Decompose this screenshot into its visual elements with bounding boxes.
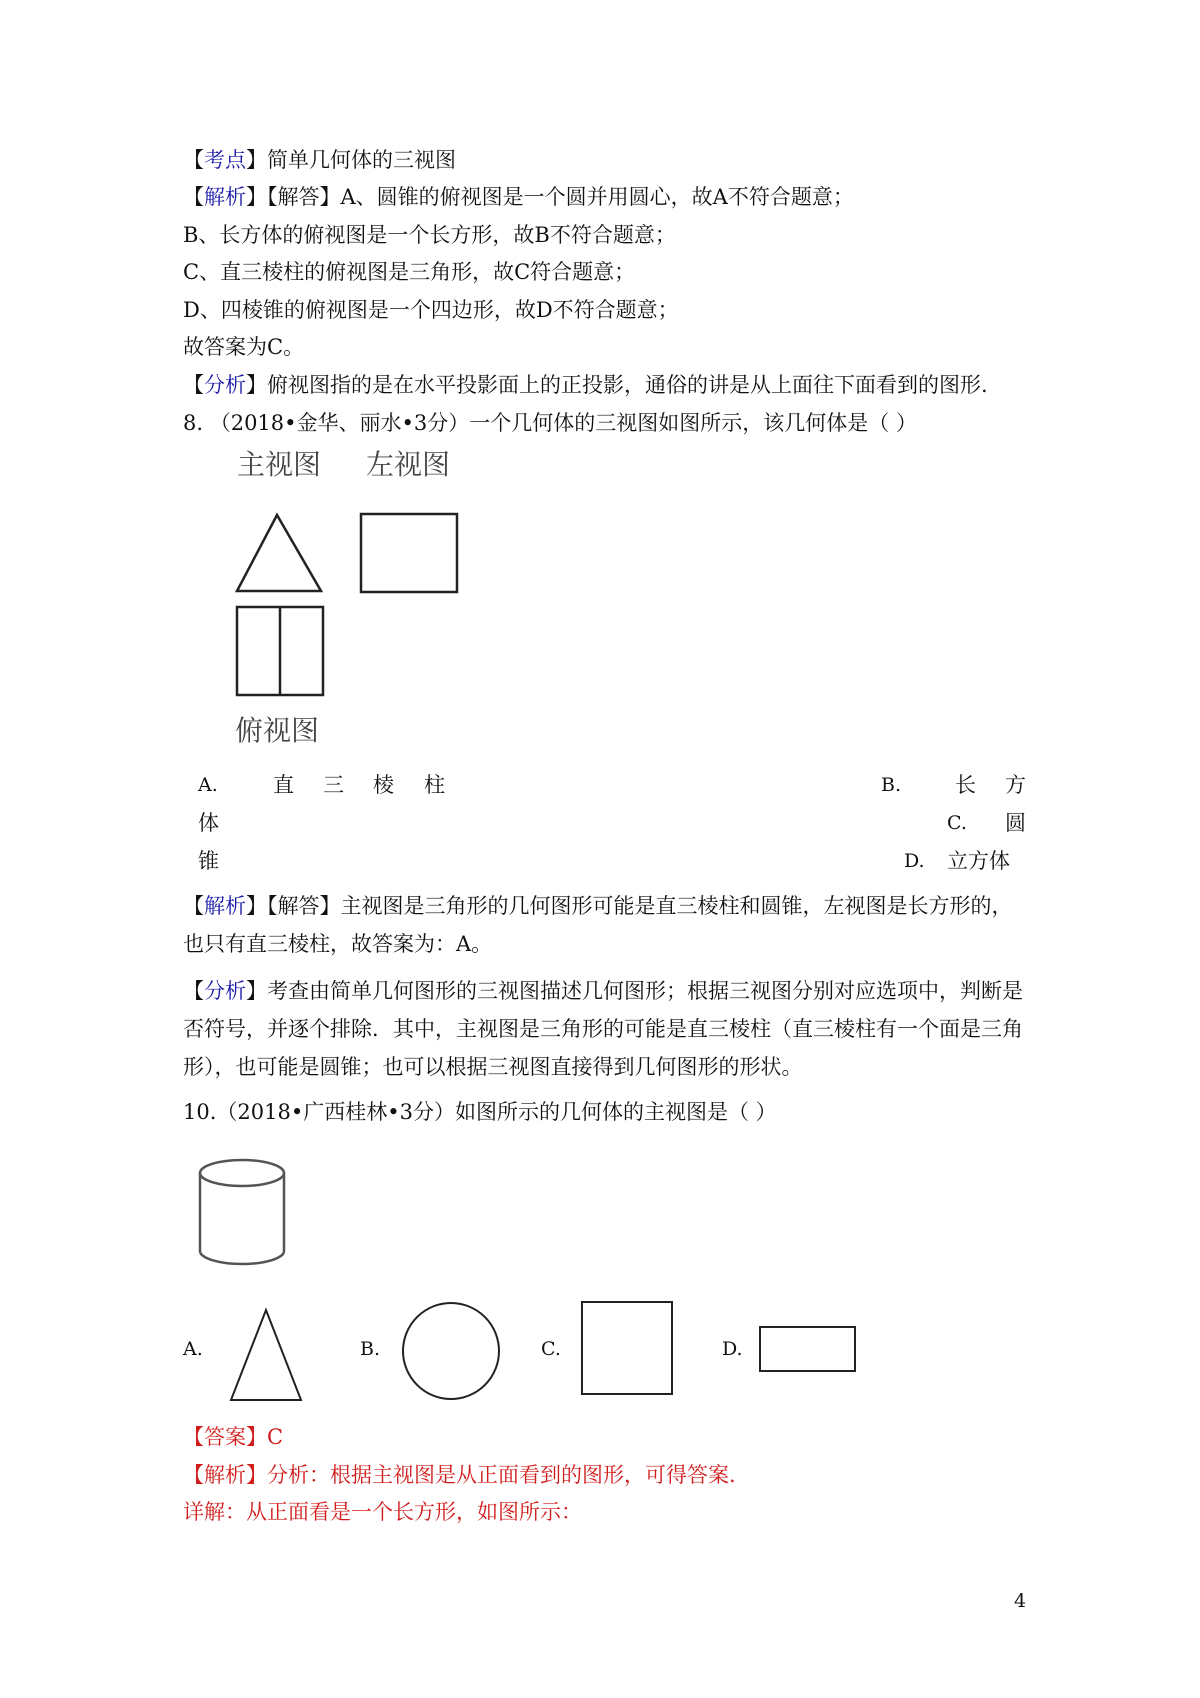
page-number: 4 [1014,1590,1027,1612]
kaodian-text: 简单几何体的三视图 [267,148,456,172]
q8-option-b-char-3: 体 [198,811,219,835]
q8-option-b-char-2: 方 [1005,773,1026,797]
q8-jiexi-line-1: 【解析】【解答】主视图是三角形的几何图形可能是直三棱柱和圆锥，左视图是长方形的， [183,894,1013,918]
q8-fenxi-text-1: 考查由简单几何图形的三视图描述几何图形；根据三视图分别对应选项中，判断是 [267,979,1023,1003]
q8-option-c-char-2: 锥 [198,849,219,873]
q8-jiexi-tag: 解析 [204,894,246,918]
q10-jiexi-tag: 解析 [204,1463,246,1487]
q8-fenxi-tag: 分析 [204,979,246,1003]
q8-option-a-char-4: 柱 [424,773,445,797]
q10-stem: 10.（2018•广西桂林•3分）如图所示的几何体的主视图是（ ） [183,1100,777,1124]
q10-option-a-triangle [226,1305,336,1405]
q8-jiexi-line-2: 也只有直三棱柱，故答案为：A。 [183,932,493,956]
cylinder-bottom-arc [200,1251,284,1264]
jiexi-line-4: D、四棱锥的俯视图是一个四边形，故D不符合题意； [183,298,679,322]
cylinder-top-ellipse [200,1160,284,1186]
fenxi-line: 【分析】俯视图指的是在水平投影面上的正投影，通俗的讲是从上面往下面看到的图形. [183,373,988,397]
q10-option-c-square [580,1300,676,1398]
q8-fenxi-line-1: 【分析】考查由简单几何图形的三视图描述几何图形；根据三视图分别对应选项中，判断是 [183,979,1023,1003]
q8-jieda-tag: 解答 [277,894,320,918]
q8-option-a-char-1: 直 [273,773,294,797]
q8-fenxi-line-3: 形），也可能是圆锥；也可以根据三视图直接得到几何图形的形状。 [183,1055,803,1079]
q8-option-a-char-3: 棱 [373,773,394,797]
jiexi-line-3: C、直三棱柱的俯视图是三角形，故C符合题意； [183,260,636,284]
front-view-triangle [237,515,321,591]
q8-jiexi-text-1: 主视图是三角形的几何图形可能是直三棱柱和圆锥，左视图是长方形的， [340,894,1013,918]
q10-detail-line: 详解：从正面看是一个长方形，如图所示： [183,1500,582,1524]
q8-option-a-letter: A. [198,774,218,796]
q8-three-views-figure [215,440,475,760]
q10-jiexi-text: 分析：根据主视图是从正面看到的图形，可得答案. [267,1463,736,1487]
fenxi-tag: 分析 [204,373,246,397]
q10-jiexi-line: 【解析】分析：根据主视图是从正面看到的图形，可得答案. [183,1463,736,1487]
q10-answer-tag: 答案 [204,1425,246,1449]
q8-option-b-char-1: 长 [955,773,976,797]
q10-answer-value: C [267,1425,284,1449]
q10-option-b-letter: B. [360,1338,381,1360]
front-view-label: 主视图 [237,448,322,481]
jiexi-line-1: 【解析】【解答】A、圆锥的俯视图是一个圆并用圆心，故A不符合题意； [183,185,854,209]
jiexi-line-2: B、长方体的俯视图是一个长方形，故B不符合题意； [183,223,676,247]
left-view-label: 左视图 [366,448,451,481]
q10-option-b-circle [400,1300,502,1402]
fenxi-text: 俯视图指的是在水平投影面上的正投影，通俗的讲是从上面往下面看到的图形. [267,373,988,397]
q8-option-d-letter: D. [904,850,925,872]
q10-option-a-letter: A. [183,1338,203,1360]
jieda-tag: 解答 [277,185,320,209]
left-view-rectangle [361,514,457,592]
q8-option-b-letter: B. [881,774,902,796]
q8-option-d-text: 立方体 [947,849,1010,873]
q8-fenxi-line-2: 否符号，并逐个排除．其中，主视图是三角形的可能是直三棱柱（直三棱柱有一个面是三角 [183,1017,1023,1041]
q8-stem: 8. （2018•金华、丽水•3分）一个几何体的三视图如图所示，该几何体是（ ） [183,411,917,435]
q10-option-d-rectangle [758,1325,858,1375]
q10-answer-line: 【答案】C [183,1425,284,1449]
top-view-label: 俯视图 [235,714,320,747]
jiexi-text-1: A、圆锥的俯视图是一个圆并用圆心，故A不符合题意； [340,185,854,209]
cylinder-figure [195,1155,295,1275]
q10-option-c-letter: C. [541,1338,561,1360]
q8-option-c-char-1: 圆 [1005,811,1026,835]
q10-option-d-letter: D. [722,1338,743,1360]
q8-option-a-char-2: 三 [323,773,344,797]
q8-option-c-letter: C. [947,812,967,834]
jiexi-tag: 解析 [204,185,246,209]
jiexi-line-5: 故答案为C。 [183,335,305,359]
kaodian-line: 【考点】简单几何体的三视图 [183,148,456,172]
kaodian-tag: 考点 [204,148,246,172]
